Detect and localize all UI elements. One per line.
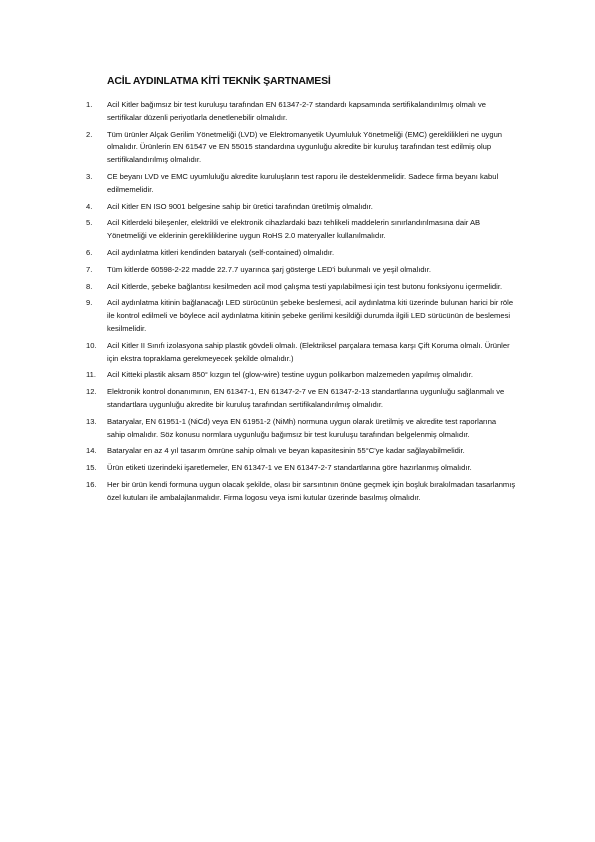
- item-number: 16.: [86, 479, 97, 489]
- list-item: [86, 217, 516, 243]
- item-text: Tüm ürünler Alçak Gerilim Yönetmeliği (LVD) ve Elektromanyetik Uyumluluk Yönetmeliği (EMC) gereklilikleri ne uygun olmalıdır. Ürünlerin EN 61547 ve EN 55015 standardına uygunluğu akredite bir kuruluş tarafından test edilmiş olup sertifikalandırılmış olmalıdır.: [107, 129, 503, 165]
- item-text: Acil aydınlatma kitinin bağlanacağı LED sürücünün şebeke beslemesi, acil aydınlatma kiti üzerinde bulunan harici bir röle ile kontrol edilmeli ve böylece acil aydınlatma kitinin şebeke gerilimi kesildiği durumda ilgili LED sürücünün de beslemesi kesilmelidir.: [107, 298, 514, 333]
- list-item: [86, 479, 516, 505]
- item-text: Acil Kitlerde, şebeke bağlantısı kesilmeden acil mod çalışma testi yapılabilmesi için test butonu fonksiyonu içermelidir.: [107, 281, 503, 291]
- list-item: [86, 171, 516, 197]
- item-text: Acil Kitler II Sınıfı izolasyona sahip plastik gövdeli olmalı. (Elektriksel parçalara temasa karşı Çift Koruma olmalı. Ürünler için ekstra topraklama gerekmeyecek şekilde olmalıdır.): [107, 340, 510, 363]
- list-item: [86, 416, 516, 442]
- list-item: [86, 386, 516, 412]
- item-number: 6.: [86, 247, 93, 257]
- item-number: 15.: [86, 463, 97, 473]
- list-item: [86, 462, 516, 475]
- item-text: Bataryalar en az 4 yıl tasarım ömrüne sahip olmalı ve beyan kapasitesinin 55°C'ye kadar sağlayabilmelidir.: [107, 446, 465, 456]
- item-number: 3.: [86, 171, 93, 181]
- list-item: [86, 281, 516, 294]
- list-item: [86, 340, 516, 366]
- item-text: Ürün etiketi üzerindeki işaretlemeler, EN 61347-1 ve EN 61347-2-7 standartlarına göre hazırlanmış olmalıdır.: [107, 463, 472, 473]
- list-item: [86, 247, 516, 260]
- item-text: Acil aydınlatma kitleri kendinden bataryalı (self-contained) olmalıdır.: [107, 247, 335, 257]
- item-number: 1.: [86, 100, 93, 109]
- item-text: Acil Kitteki plastik aksam 850° kızgın tel (glow-wire) testine uygun polikarbon malzemeden yapılmış olmalıdır.: [107, 370, 474, 380]
- item-text: Bataryalar, EN 61951-1 (NiCd) veya EN 61951-2 (NiMh) normuna uygun olarak üretilmiş ve akredite test raporlarına sahip olmalıdır. Söz konusu normlara uygunluğu bağımsız bir test kuruluşu tarafından belgelenmiş olmalıdır.: [107, 416, 497, 439]
- list-item: [86, 369, 516, 382]
- item-number: 4.: [86, 201, 93, 211]
- list-item: [86, 297, 516, 335]
- item-text: Acil Kitler bağımsız bir test kuruluşu tarafından EN 61347-2-7 standardı kapsamında sertifikalandırılmış olmalı ve sertifikalar düzenli periyotlarla denetlenebilir olmalıdır.: [107, 100, 487, 122]
- item-number: 14.: [86, 446, 97, 456]
- item-text: Elektronik kontrol donanımının, EN 61347-1, EN 61347-2-7 ve EN 61347-2-13 standartlarına uygunluğu sağlanmalı ve standartlara uygunluğu akredite bir kuruluş tarafından sertifikalandırılmış olmalıdır.: [107, 387, 505, 409]
- list-item: [86, 129, 516, 167]
- item-text: Her bir ürün kendi formuna uygun olacak şekilde, olası bir sarsıntının önüne geçmek için boşluk bırakılmadan tasarlanmış özel kutuları ile ambalajlanmalıdır. Firma logosu veya ismi kutular üzerinde basılmış olmalıdır.: [107, 479, 516, 502]
- item-number: 13.: [86, 416, 97, 426]
- item-number: 8.: [86, 281, 93, 291]
- item-text: Acil Kitler EN ISO 9001 belgesine sahip bir üretici tarafından üretilmiş olmalıdır.: [107, 201, 373, 211]
- specification-list: [86, 99, 516, 509]
- item-text: Acil Kitlerdeki bileşenler, elektrikli ve elektronik cihazlardaki bazı tehlikeli maddelerin sınırlandırılmasına dair AB Yönetmeliği ve eklerinin gerekliliklerine uygun RoHS 2.0 materyaller kullanılmalıdır.: [107, 218, 481, 241]
- list-item: [86, 264, 516, 277]
- list-item: [86, 445, 516, 458]
- item-text: CE beyanı LVD ve EMC uyumluluğu akredite kuruluşların test raporu ile desteklenmelidir. Sadece firma beyanı kabul edilmemelidir.: [107, 171, 499, 194]
- item-number: 7.: [86, 264, 93, 274]
- item-number: 5.: [86, 218, 93, 228]
- item-number: 9.: [86, 298, 93, 308]
- item-number: 2.: [86, 129, 93, 139]
- item-number: 12.: [86, 387, 97, 397]
- item-number: 10.: [86, 340, 97, 350]
- list-item: [86, 201, 516, 214]
- document-title: ACİL AYDINLATMA KİTİ TEKNİK ŞARTNAMESİ: [107, 75, 331, 87]
- list-item: [86, 99, 516, 125]
- item-number: 11.: [86, 370, 96, 380]
- item-text: Tüm kitlerde 60598-2-22 madde 22.7.7 uyarınca şarj gösterge LED'i bulunmalı ve yeşil olmalıdır.: [107, 264, 431, 274]
